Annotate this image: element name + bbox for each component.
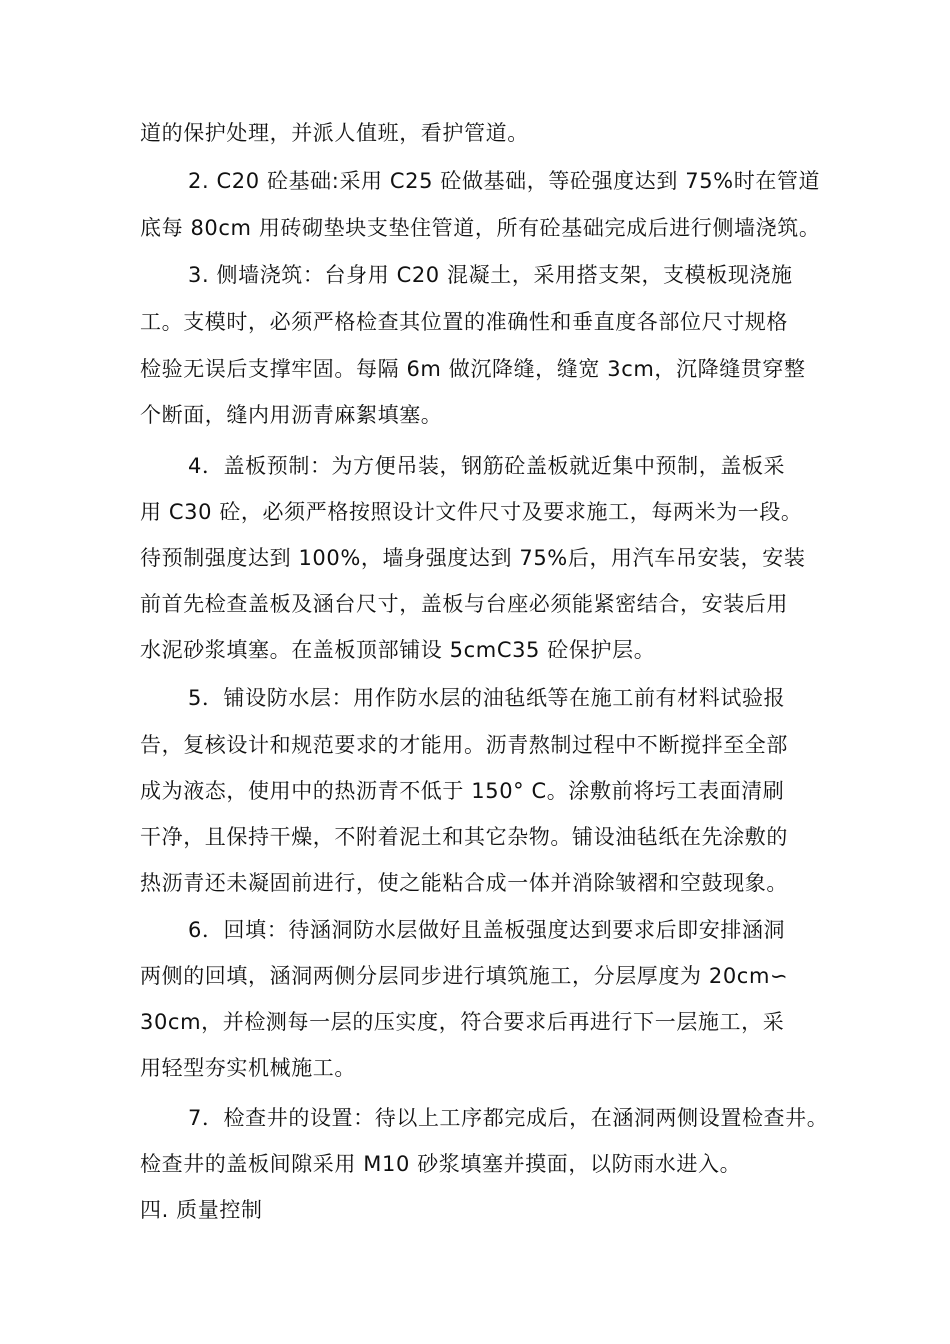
text-line: 待预制强度达到 100%，墙身强度达到 75%后，用汽车吊安装，安装 [140, 546, 806, 570]
paragraph-7-heading-line: 7．检查井的设置：待以上工序都完成后，在涵洞两侧设置检查井。 [188, 1106, 829, 1130]
text-line: 用轻型夯实机械施工。 [140, 1056, 356, 1080]
paragraph-3-heading-line: 3. 侧墙浇筑：台身用 C20 混凝土，采用搭支架，支模板现浇施 [188, 263, 793, 287]
text-line: 用 C30 砼，必须严格按照设计文件尺寸及要求施工，每两米为一段。 [140, 500, 803, 524]
paragraph-2-heading-line: 2. C20 砼基础:采用 C25 砼做基础，等砼强度达到 75%时在管道 [188, 169, 821, 193]
section-heading-quality-control: 四. 质量控制 [140, 1198, 263, 1222]
text-line: 水泥砂浆填塞。在盖板顶部铺设 5cmC35 砼保护层。 [140, 638, 656, 662]
paragraph-5-heading-line: 5．铺设防水层：用作防水层的油毡纸等在施工前有材料试验报 [188, 686, 786, 710]
text-line: 个断面，缝内用沥青麻絮填塞。 [140, 403, 443, 427]
text-line: 检验无误后支撑牢固。每隔 6m 做沉降缝，缝宽 3cm，沉降缝贯穿整 [140, 357, 806, 381]
text-line: 底每 80cm 用砖砌垫块支垫住管道，所有砼基础完成后进行侧墙浇筑。 [140, 216, 821, 240]
paragraph-4-heading-line: 4．盖板预制：为方便吊装，钢筋砼盖板就近集中预制，盖板采 [188, 454, 786, 478]
text-line: 干净，且保持干燥，不附着泥土和其它杂物。铺设油毡纸在先涂敷的 [140, 825, 788, 849]
text-line: 告，复核设计和规范要求的才能用。沥青熬制过程中不断搅拌至全部 [140, 733, 788, 757]
text-line: 两侧的回填，涵洞两侧分层同步进行填筑施工，分层厚度为 20cm∽ [140, 964, 789, 988]
text-line: 前首先检查盖板及涵台尺寸，盖板与台座必须能紧密结合，安装后用 [140, 592, 788, 616]
text-line: 30cm，并检测每一层的压实度，符合要求后再进行下一层施工，采 [140, 1010, 785, 1034]
text-line: 热沥青还未凝固前进行，使之能粘合成一体并消除皱褶和空鼓现象。 [140, 871, 788, 895]
text-line: 工。支模时，必须严格检查其位置的准确性和垂直度各部位尺寸规格 [140, 310, 788, 334]
text-line: 成为液态，使用中的热沥青不低于 150° C。涂敷前将圬工表面清刷 [140, 779, 785, 803]
text-line: 道的保护处理，并派人值班，看护管道。 [140, 121, 529, 145]
paragraph-6-heading-line: 6．回填：待涵洞防水层做好且盖板强度达到要求后即安排涵洞 [188, 918, 786, 942]
text-line: 检查井的盖板间隙采用 M10 砂浆填塞并摸面，以防雨水进入。 [140, 1152, 742, 1176]
